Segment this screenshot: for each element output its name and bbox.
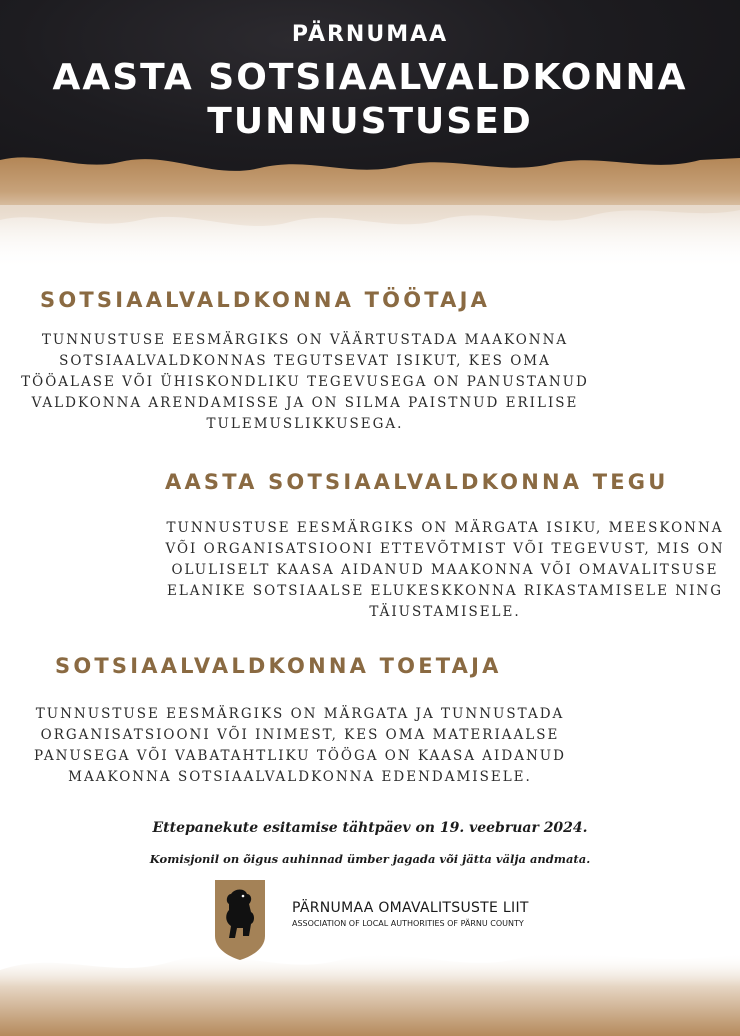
gold-glitter-band-bottom: [0, 930, 740, 1036]
body-line: PANUSEGA VÕI VABATAHTLIKU TÖÖGA ON KAASA AIDANUD: [34, 748, 566, 764]
section-body-toetaja: [0, 704, 600, 788]
section-title-tegu: AASTA SOTSIAALVALDKONNA TEGU: [165, 470, 669, 494]
deadline-text: Ettepanekute esitamise tähtpäev on 19. veebruar 2024.: [152, 820, 588, 836]
body-line: ELANIKE SOTSIAALSE ELUKESKKONNA RIKASTAMISELE NING: [166, 583, 724, 599]
title-line-2: TUNNUSTUSED: [207, 101, 533, 142]
title-line-1: AASTA SOTSIAALVALDKONNA: [52, 57, 688, 98]
section-body-tootaja: [10, 330, 600, 435]
body-line: TULEMUSLIKKUSEGA.: [206, 416, 404, 432]
body-line: VALDKONNA ARENDAMISSE JA ON SILMA PAISTNUD ERILISE: [31, 395, 579, 411]
section-body-tegu: [150, 518, 740, 623]
organization-subtitle: ASSOCIATION OF LOCAL AUTHORITIES OF PÄRNU COUNTY: [292, 919, 524, 928]
body-line: ORGANISATSIOONI VÕI INIMEST, KES OMA MATERIAALSE: [40, 727, 560, 743]
section-title-toetaja: SOTSIAALVALDKONNA TOETAJA: [55, 654, 502, 678]
organization-name: PÄRNUMAA OMAVALITSUSTE LIIT: [292, 900, 529, 916]
body-line: TUNNUSTUSE EESMÄRGIKS ON MÄRGATA ISIKU, MEESKONNA: [166, 520, 724, 536]
committee-note: Komisjonil on õigus auhinnad ümber jagada või jätta välja andmata.: [149, 852, 591, 866]
section-title-tootaja: SOTSIAALVALDKONNA TÖÖTAJA: [40, 288, 491, 312]
body-line: TÖÖALASE VÕI ÜHISKONDLIKU TEGEVUSEGA ON PANUSTANUD: [21, 374, 589, 390]
body-line: VÕI ORGANISATSIOONI ETTEVÕTMIST VÕI TEGEVUST, MIS ON: [165, 541, 725, 557]
body-line: TUNNUSTUSE EESMÄRGIKS ON VÄÄRTUSTADA MAAKONNA: [41, 332, 569, 348]
body-line: SOTSIAALVALDKONNAS TEGUTSEVAT ISIKUT, KES OMA: [59, 353, 551, 369]
header-subtitle: PÄRNUMAA: [291, 22, 449, 47]
body-line: MAAKONNA SOTSIAALVALDKONNA EDENDAMISELE.: [68, 769, 532, 785]
body-line: TÄIUSTAMISELE.: [369, 604, 521, 620]
bear-coat-of-arms-icon: [213, 878, 267, 962]
page-title: [0, 56, 740, 144]
body-line: TUNNUSTUSE EESMÄRGIKS ON MÄRGATA JA TUNNUSTADA: [35, 706, 565, 722]
gold-glitter-band-top: [0, 150, 740, 270]
body-line: OLULISELT KAASA AIDANUD MAAKONNA VÕI OMAVALITSUSE: [171, 562, 719, 578]
